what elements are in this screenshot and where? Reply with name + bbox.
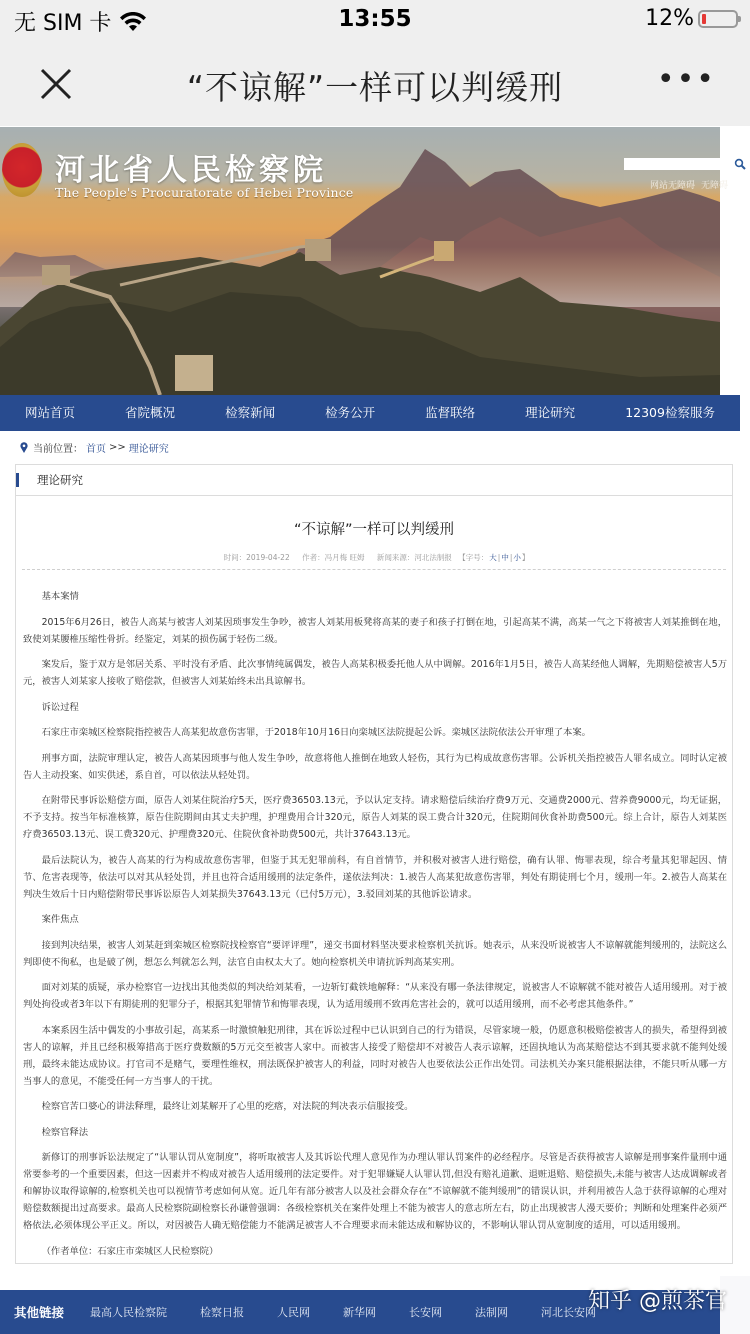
national-emblem-logo [2, 143, 42, 197]
article-title: “不谅解”一样可以判缓刑 [293, 522, 455, 538]
footer-link[interactable]: 人民网 [277, 1306, 311, 1319]
footer-link[interactable]: 河北长安网 [541, 1306, 597, 1319]
article-subheading: 基本案情 [41, 591, 79, 602]
site-search-input[interactable] [624, 158, 728, 170]
article-time: 时间：2019-04-22 [223, 553, 290, 562]
footer-link[interactable]: 最高人民检察院 [90, 1306, 168, 1319]
article-paragraph: 刑事方面，法院审理认定，被告人高某因琐事与他人发生争吵，故意将他人推倒在地致人轻伤，其行为已构成故意伤害罪。公诉机关指控被告人罪名成立。同时认定被告人主动投案、如实供述，系自首，可以依法从轻处罚。 [23, 752, 727, 781]
battery-icon [698, 10, 738, 28]
section-header [16, 465, 732, 496]
footer-link[interactable]: 新华网 [343, 1306, 377, 1319]
nav-item-home[interactable]: 网站首页 [25, 405, 76, 420]
section-title: 理论研究 [37, 473, 83, 487]
font-size-large[interactable]: 大 [489, 553, 497, 562]
search-button[interactable] [729, 156, 750, 172]
article-card [15, 464, 733, 1264]
site-banner [0, 127, 720, 395]
status-right [645, 6, 738, 31]
page-title: “不谅解”一样可以判缓刑 [186, 68, 564, 107]
breadcrumb-separator: >> [109, 442, 126, 453]
section-accent-bar [16, 473, 19, 487]
article-meta [16, 552, 732, 563]
web-page [0, 126, 750, 1334]
battery-percent: 12% [645, 6, 694, 31]
nav-item-news[interactable]: 检察新闻 [225, 405, 276, 420]
font-size-medium[interactable]: 中 [501, 553, 509, 562]
article-paragraph: 检察官苦口婆心的讲法释理，最终让刘某解开了心里的疙瘩，对法院的判决表示信服接受。 [41, 1101, 414, 1112]
article-paragraph: 本案系因生活中偶发的小事故引起，高某系一时激愤触犯刑律，其在诉讼过程中已认识到自己的行为错误，尽管家境一般，仍愿意积极赔偿被害人的损失，希望得到被害人的谅解，并且已经积极筹措高于医疗费数额的5万元交至被害人家中。而被害人接受了赔偿却不对被告人表示谅解，还固执地认为高某赔偿达不到其要求就不能判处缓刑，最终未能达成协议。打官司不是赌气，要理性维权，刑法既保护被害人的利益，同时对被告人也要依法公正作出处罚。司法机关办案只能根据法律，不能只听从哪一方当事人的意见，不能受任何一方当事人的干扰。 [23, 1024, 727, 1087]
font-size-small[interactable]: 小 [513, 553, 521, 562]
article-source: 新闻来源：河北法制报 [376, 553, 452, 562]
article-body [23, 588, 727, 1268]
article-subheading: 案件焦点 [41, 914, 79, 925]
article-paragraph: 在附带民事诉讼赔偿方面，原告人刘某住院治疗5天，医疗费36503.13元，予以认定支持。请求赔偿后续治疗费9万元、交通费2000元、营养费9000元，均无证据，不予支持。按当年标准核算，原告住院期间由其丈夫护理，护理费用合计320元，原告人刘某的误工费合计320元，住院期间伙食补助费500元。综上合计，原告人刘某医疗费36503.13元、误工费320元、护理费320元、住院伙食补助费500元，共计37643.13元。 [23, 795, 727, 840]
article-paragraph: 新修订的刑事诉讼法规定了“认罪认罚从宽制度”，将听取被害人及其诉讼代理人意见作为办理认罪认罚案件的必经程序。尽管是否获得被害人谅解是刑事案件量刑中通常要参考的一个重要因素，但这一因素并不构成对被告人适用缓刑的法定要件。对于犯罪嫌疑人认罪认罚,但没有赔礼道歉、退赃退赔、赔偿损失,未能与被害人达成调解或者和解协议取得谅解的,检察机关也可以视情节考虑如何从宽。近几年有部分被害人以及社会群众存在“不谅解就不能判缓刑”的错误认识，并利用被告人急于获得谅解的心理对赔偿数额提出过高要求。最高人民检察院副检察长孙谦曾强调：各级检察机关在案件处理上不能为被害人的意志所左右，防止出现被害人漫天要价；判断和处理案件必须严格依法,必须体现公平正义。所以，对因被告人确无赔偿能力不能满足被害人不合理要求而未能达成和解协议的，不影响认罪认罚从宽制度的适用，可以适用缓刑。 [23, 1152, 727, 1231]
close-icon[interactable] [36, 64, 76, 104]
article-author: 作者：冯月梅 旺姆 [302, 553, 365, 562]
footer-link[interactable]: 法制网 [475, 1306, 509, 1319]
breadcrumb-current[interactable]: 理论研究 [128, 444, 169, 455]
article-paragraph: 接到判决结果，被害人刘某赶到栾城区检察院找检察官“要评评理”，递交书面材料坚决要求检察机关抗诉。她表示，从来没听说被害人不谅解就能判缓刑的，法院这么判即使不徇私，也是破了例，想怎么判就怎么判，法官自由权太大了。她向检察机关申请抗诉判高某实刑。 [23, 939, 727, 968]
font-size-separator: | [509, 553, 513, 562]
search-icon [734, 158, 746, 170]
author-affiliation: （作者单位：石家庄市栾城区人民检察院） [41, 1245, 219, 1257]
location-pin-icon [20, 442, 28, 453]
nav-item-theory[interactable]: 理论研究 [525, 405, 576, 420]
breadcrumb-home[interactable]: 首页 [86, 444, 106, 455]
main-nav [0, 395, 740, 431]
article-paragraph: 面对刘某的质疑，承办检察官一边找出其他类似的判决给刘某看，一边斩钉截铁地解释：“从来没有哪一条法律规定，说被害人不谅解就不能对被告人适用缓刑。对于被判处拘役或者3年以下有期徒刑的犯罪分子，根据其犯罪情节和悔罪表现，认为适用缓刑不致再危害社会的，就可以适用缓刑，而不必考虑其他条件。” [23, 982, 727, 1010]
breadcrumb [20, 440, 172, 455]
clock: 13:55 [338, 6, 412, 32]
article-paragraph: 石家庄市栾城区检察院指控被告人高某犯故意伤害罪，于2018年10月16日向栾城区法院提起公诉。栾城区法院依法公开审理了本案。 [41, 727, 591, 738]
footer-heading: 其他链接 [14, 1305, 65, 1320]
status-bar [0, 0, 750, 40]
breadcrumb-label: 当前位置： [33, 444, 83, 455]
font-size-label: 【字号： [458, 553, 489, 562]
zhihu-watermark: 知乎 @煎茶官 [588, 1289, 727, 1314]
browser-nav-bar [0, 40, 750, 126]
site-name-en: The People's Procuratorate of Hebei Province [55, 185, 354, 200]
carrier-label: 无 SIM 卡 [14, 11, 112, 36]
article-subheading: 诉讼过程 [41, 701, 79, 713]
accessibility-link[interactable]: 网站无障碍 [650, 181, 696, 191]
article-paragraph: 2015年6月26日，被告人高某与被害人刘某因琐事发生争吵，被害人刘某用板凳将高某的妻子和孩子打倒在地，引起高某不满，高某一气之下将被害人刘某推倒在地，致使刘某腰椎压缩性骨折。经鉴定，刘某的损伤属于轻伤二级。 [23, 616, 727, 645]
nav-item-supervision[interactable]: 监督联络 [425, 405, 476, 420]
article-paragraph: 最后法院认为，被告人高某的行为构成故意伤害罪，但鉴于其无犯罪前科，有自首情节，并积极对被害人进行赔偿，确有认罪、悔罪表现，综合考量其犯罪起因、情节、危害表现等，依法可以对其从轻处罚，并且也符合适用缓刑的法定条件，遂依法判决：1.被告人高某犯故意伤害罪，判处有期徒刑七个月，缓刑一年。2.被告人高某在判决生效后十日内赔偿附带民事诉讼原告人刘某损失37643.13元（已付5万元），3.驳回刘某的其他诉讼请求。 [23, 854, 727, 900]
font-size-end: 】 [521, 553, 530, 562]
nav-item-service[interactable]: 12309检察服务 [625, 405, 715, 420]
battery-level [702, 14, 706, 24]
font-size-separator: | [497, 553, 501, 562]
nav-item-overview[interactable]: 省院概况 [125, 405, 176, 420]
footer-link[interactable]: 检察日报 [200, 1306, 245, 1319]
more-icon[interactable]: ••• [656, 62, 716, 97]
accessibility-link[interactable]: 无障碍 [701, 181, 729, 191]
nav-item-affairs[interactable]: 检务公开 [325, 405, 376, 420]
article-paragraph: 案发后，鉴于双方是邻居关系、平时没有矛盾、此次事情纯属偶发，被告人高某积极委托他人从中调解。2016年1月5日，被告人高某经他人调解，先期赔偿被害人5万元，被害人刘某家人接收了赔偿款，但被害人刘某始终未出具谅解书。 [23, 659, 727, 687]
site-name-cn: 河北省人民检察院 [55, 153, 327, 188]
accessibility-links [650, 178, 734, 191]
article-subheading: 检察官释法 [41, 1126, 89, 1138]
meta-divider [22, 569, 726, 570]
footer-link[interactable]: 长安网 [409, 1306, 443, 1319]
